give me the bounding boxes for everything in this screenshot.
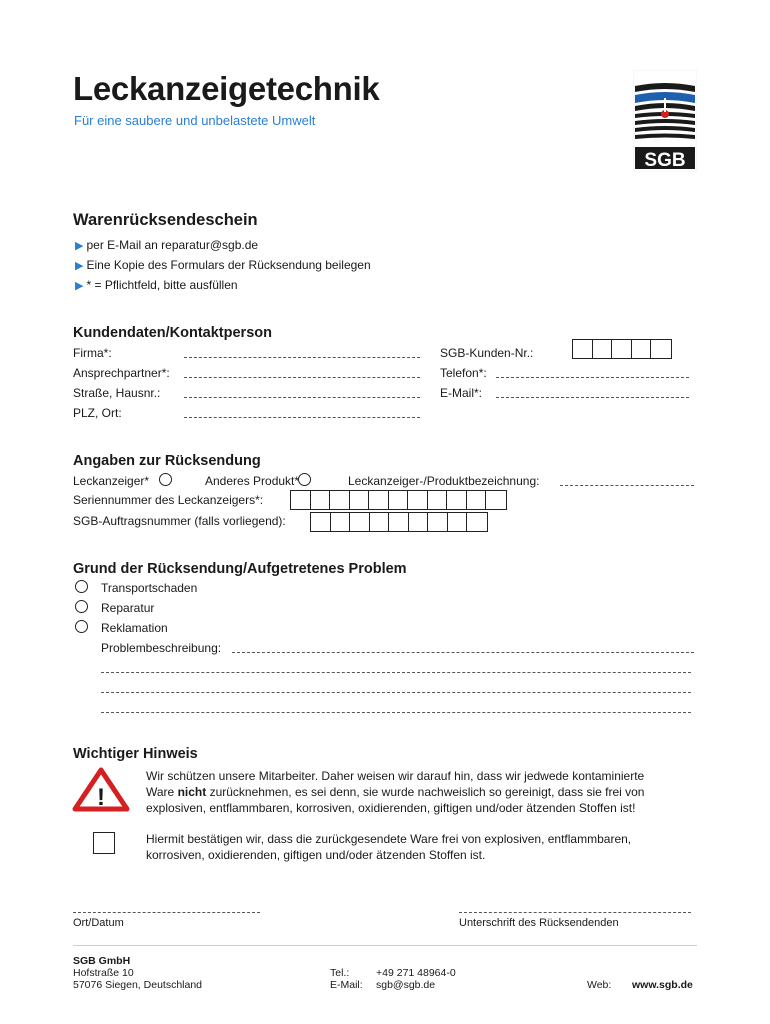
footer-email[interactable]: sgb@sgb.de <box>376 979 436 991</box>
reparatur-radio[interactable] <box>75 600 88 613</box>
email-label: E-Mail*: <box>440 386 483 400</box>
plz-field[interactable] <box>184 417 420 418</box>
instruction-copy: ▶ Eine Kopie des Formulars der Rücksendung beilegen <box>75 258 371 272</box>
place-date-field[interactable] <box>73 912 260 913</box>
sgb-logo <box>633 70 697 172</box>
problem-field-line-1[interactable] <box>232 652 694 653</box>
arrow-right-icon: ▶ <box>75 280 84 292</box>
firma-label: Firma*: <box>73 346 112 360</box>
problem-field-line-2[interactable] <box>101 672 691 673</box>
footer-tel-label: Tel.: <box>330 967 350 979</box>
page-subtitle: Für eine saubere und unbelastete Umwelt <box>74 113 316 128</box>
footer-city: 57076 Siegen, Deutschland <box>73 979 203 991</box>
notice-heading: Wichtiger Hinweis <box>73 746 198 762</box>
strasse-field[interactable] <box>184 397 420 398</box>
transportschaden-label: Transportschaden <box>101 581 198 595</box>
footer-email-label: E-Mail: <box>330 979 363 991</box>
signature-field[interactable] <box>459 912 691 913</box>
footer-company: SGB GmbH <box>73 955 131 967</box>
telefon-field[interactable] <box>496 377 689 378</box>
footer-web-label: Web: <box>587 979 612 991</box>
signature-label: Unterschrift des Rücksendenden <box>459 917 619 929</box>
reklamation-radio[interactable] <box>75 620 88 633</box>
place-date-label: Ort/Datum <box>73 917 124 929</box>
arrow-right-icon: ▶ <box>75 240 84 252</box>
leckanzeiger-label: Leckanzeiger* <box>73 474 150 488</box>
form-title: Warenrücksendeschein <box>73 211 258 229</box>
kunden-nr-label: SGB-Kunden-Nr.: <box>440 346 534 360</box>
notice-text: Wir schützen unsere Mitarbeiter. Daher weisen wir darauf hin, dass wir jedwede kontaminierte Ware nicht zurücknehmen, es sei denn, sie wurde nachweislich so gereinigt, dass sie frei von explosiven, entflammbaren, korrosiven, oxidierenden, giftigen und/oder ätzenden Stoffen ist! <box>146 769 645 815</box>
seriennummer-boxes[interactable] <box>290 490 507 510</box>
footer-divider <box>73 945 697 946</box>
leckanzeiger-radio[interactable] <box>159 473 172 486</box>
arrow-right-icon: ▶ <box>75 260 84 272</box>
problem-field-line-4[interactable] <box>101 712 691 713</box>
warning-symbol: ! <box>97 784 105 811</box>
firma-field[interactable] <box>184 357 420 358</box>
auftragsnummer-boxes[interactable] <box>310 512 488 532</box>
reklamation-label: Reklamation <box>101 621 168 635</box>
page-title: Leckanzeigetechnik <box>73 70 380 107</box>
email-field[interactable] <box>496 397 689 398</box>
anderes-produkt-label: Anderes Produkt* <box>205 474 300 488</box>
problem-label: Problembeschreibung: <box>101 641 222 655</box>
footer-tel: +49 271 48964-0 <box>376 967 456 979</box>
logo-text: SGB <box>644 150 686 171</box>
telefon-label: Telefon*: <box>440 366 487 380</box>
reparatur-label: Reparatur <box>101 601 155 615</box>
seriennummer-label: Seriennummer des Leckanzeigers*: <box>73 493 264 507</box>
kunden-nr-boxes[interactable] <box>572 339 672 359</box>
return-heading: Angaben zur Rücksendung <box>73 453 261 469</box>
ansprechpartner-label: Ansprechpartner*: <box>73 366 170 380</box>
warning-icon <box>72 767 130 812</box>
plz-label: PLZ, Ort: <box>73 406 122 420</box>
confirmation-text: Hiermit bestätigen wir, dass die zurückgesendete Ware frei von explosiven, entflammbaren, korrosiven, oxidierenden, giftigen und/oder ätzenden Stoffen ist. <box>146 832 632 862</box>
anderes-produkt-radio[interactable] <box>298 473 311 486</box>
strasse-label: Straße, Hausnr.: <box>73 386 161 400</box>
customer-heading: Kundendaten/Kontaktperson <box>73 325 272 341</box>
bezeichnung-label: Leckanzeiger-/Produktbezeichnung: <box>348 474 540 488</box>
instruction-email: ▶ per E-Mail an reparatur@sgb.de <box>75 238 259 252</box>
footer-street: Hofstraße 10 <box>73 967 134 979</box>
problem-field-line-3[interactable] <box>101 692 691 693</box>
instruction-required: ▶ * = Pflichtfeld, bitte ausfüllen <box>75 278 238 292</box>
bezeichnung-field[interactable] <box>560 485 694 486</box>
ansprechpartner-field[interactable] <box>184 377 420 378</box>
footer-web[interactable]: www.sgb.de <box>632 979 693 991</box>
confirmation-checkbox[interactable] <box>93 832 115 854</box>
auftragsnummer-label: SGB-Auftragsnummer (falls vorliegend): <box>73 514 286 528</box>
reason-heading: Grund der Rücksendung/Aufgetretenes Problem <box>73 561 407 577</box>
transportschaden-radio[interactable] <box>75 580 88 593</box>
